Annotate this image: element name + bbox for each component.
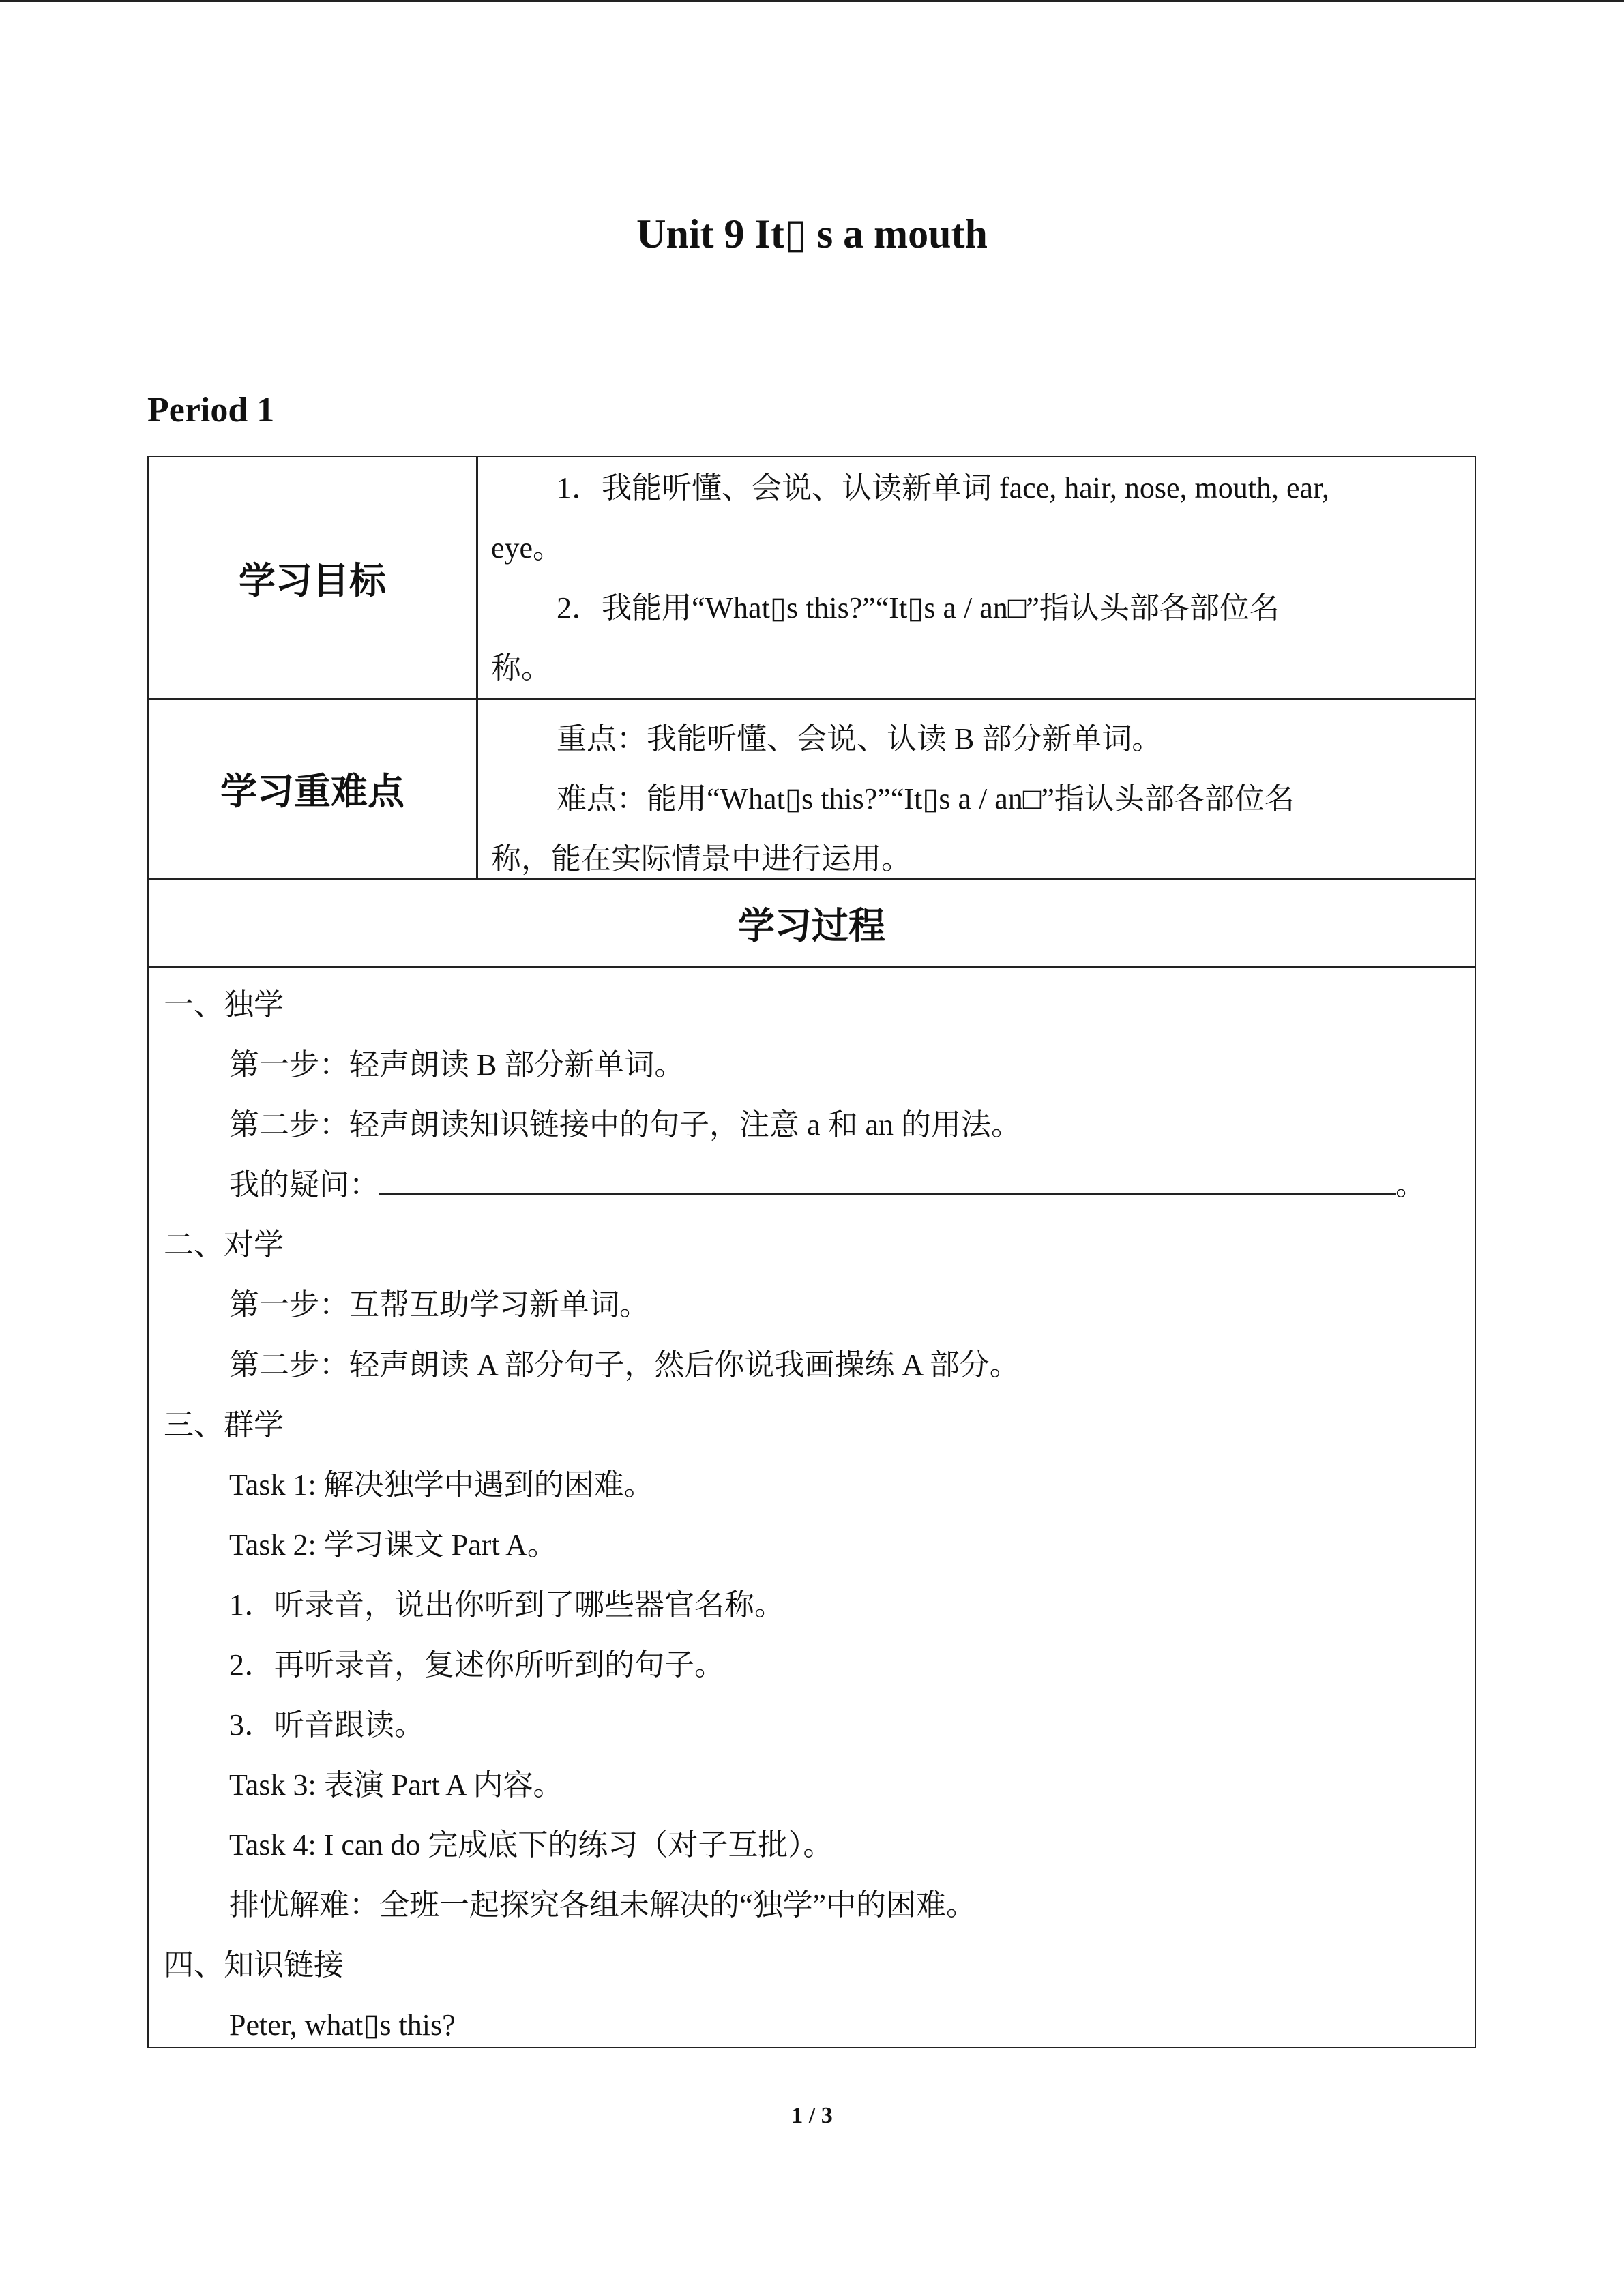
- goals-label: 学习目标: [239, 558, 386, 602]
- process-line-15: Task 4: I can do 完成底下的练习（对子互批）。: [229, 1828, 833, 1862]
- process-line-5: 二、对学: [164, 1228, 284, 1262]
- process-line-1: 一、独学: [164, 988, 284, 1022]
- process-line-11: 1．听录音，说出你听到了哪些器官名称。: [229, 1588, 784, 1622]
- top-rule: [0, 0, 1624, 2]
- process-line-3: 第二步：轻声朗读知识链接中的句子，注意 a 和 an 的用法。: [229, 1108, 1022, 1142]
- key-point-line-2: 难点：能用“What▯s this?”“It▯s a / an□”指认头部各部位名: [557, 782, 1295, 816]
- question-end-mark: 。: [1396, 1168, 1426, 1202]
- process-line-17: 四、知识链接: [164, 1948, 344, 1982]
- goal-line-3: 2．我能用“What▯s this?”“It▯s a / an□”指认头部各部位名: [557, 591, 1280, 625]
- goals-content: [491, 458, 1460, 698]
- study-table: [147, 456, 1476, 2048]
- process-line-12: 2．再听录音，复述你所听到的句子。: [229, 1648, 724, 1682]
- key-point-line-3: 称，能在实际情景中进行运用。: [491, 842, 911, 876]
- document-title: Unit 9 It▯ s a mouth: [636, 211, 988, 256]
- process-line-14: Task 3: 表演 Part A 内容。: [229, 1768, 563, 1802]
- process-line-16: 排忧解难：全班一起探究各组未解决的“独学”中的困难。: [229, 1888, 977, 1922]
- key-points-content: [491, 709, 1460, 889]
- goal-line-4: 称。: [491, 651, 551, 685]
- process-line-10: Task 2: 学习课文 Part A。: [229, 1528, 557, 1562]
- process-line-8: 三、群学: [164, 1408, 284, 1442]
- process-header: 学习过程: [738, 904, 885, 947]
- process-line-2: 第一步：轻声朗读 B 部分新单词。: [229, 1048, 685, 1082]
- key-points-label: 学习重难点: [220, 769, 404, 813]
- column-divider: [476, 457, 478, 880]
- process-content: [164, 975, 1460, 2055]
- process-line-9: Task 1: 解决独学中遇到的困难。: [229, 1468, 654, 1502]
- process-line-13: 3．听音跟读。: [229, 1708, 424, 1742]
- process-line-18: Peter, what▯s this?: [229, 2008, 456, 2042]
- row-divider-3: [149, 966, 1475, 968]
- process-line-7: 第二步：轻声朗读 A 部分句子，然后你说我画操练 A 部分。: [229, 1348, 1020, 1382]
- goal-line-1: 1．我能听懂、会说、认读新单词 face, hair, nose, mouth, ear,: [557, 471, 1329, 505]
- answer-blank[interactable]: [379, 1158, 1396, 1195]
- page-number: 1 / 3: [791, 2103, 833, 2128]
- key-point-line-1: 重点：我能听懂、会说、认读 B 部分新单词。: [557, 722, 1162, 756]
- process-line-6: 第一步：互帮互助学习新单词。: [229, 1288, 649, 1322]
- my-question-line: [164, 1155, 1460, 1215]
- my-question-label: 我的疑问：: [229, 1168, 379, 1202]
- goal-line-2: eye。: [491, 531, 563, 565]
- period-heading: Period 1: [147, 391, 275, 430]
